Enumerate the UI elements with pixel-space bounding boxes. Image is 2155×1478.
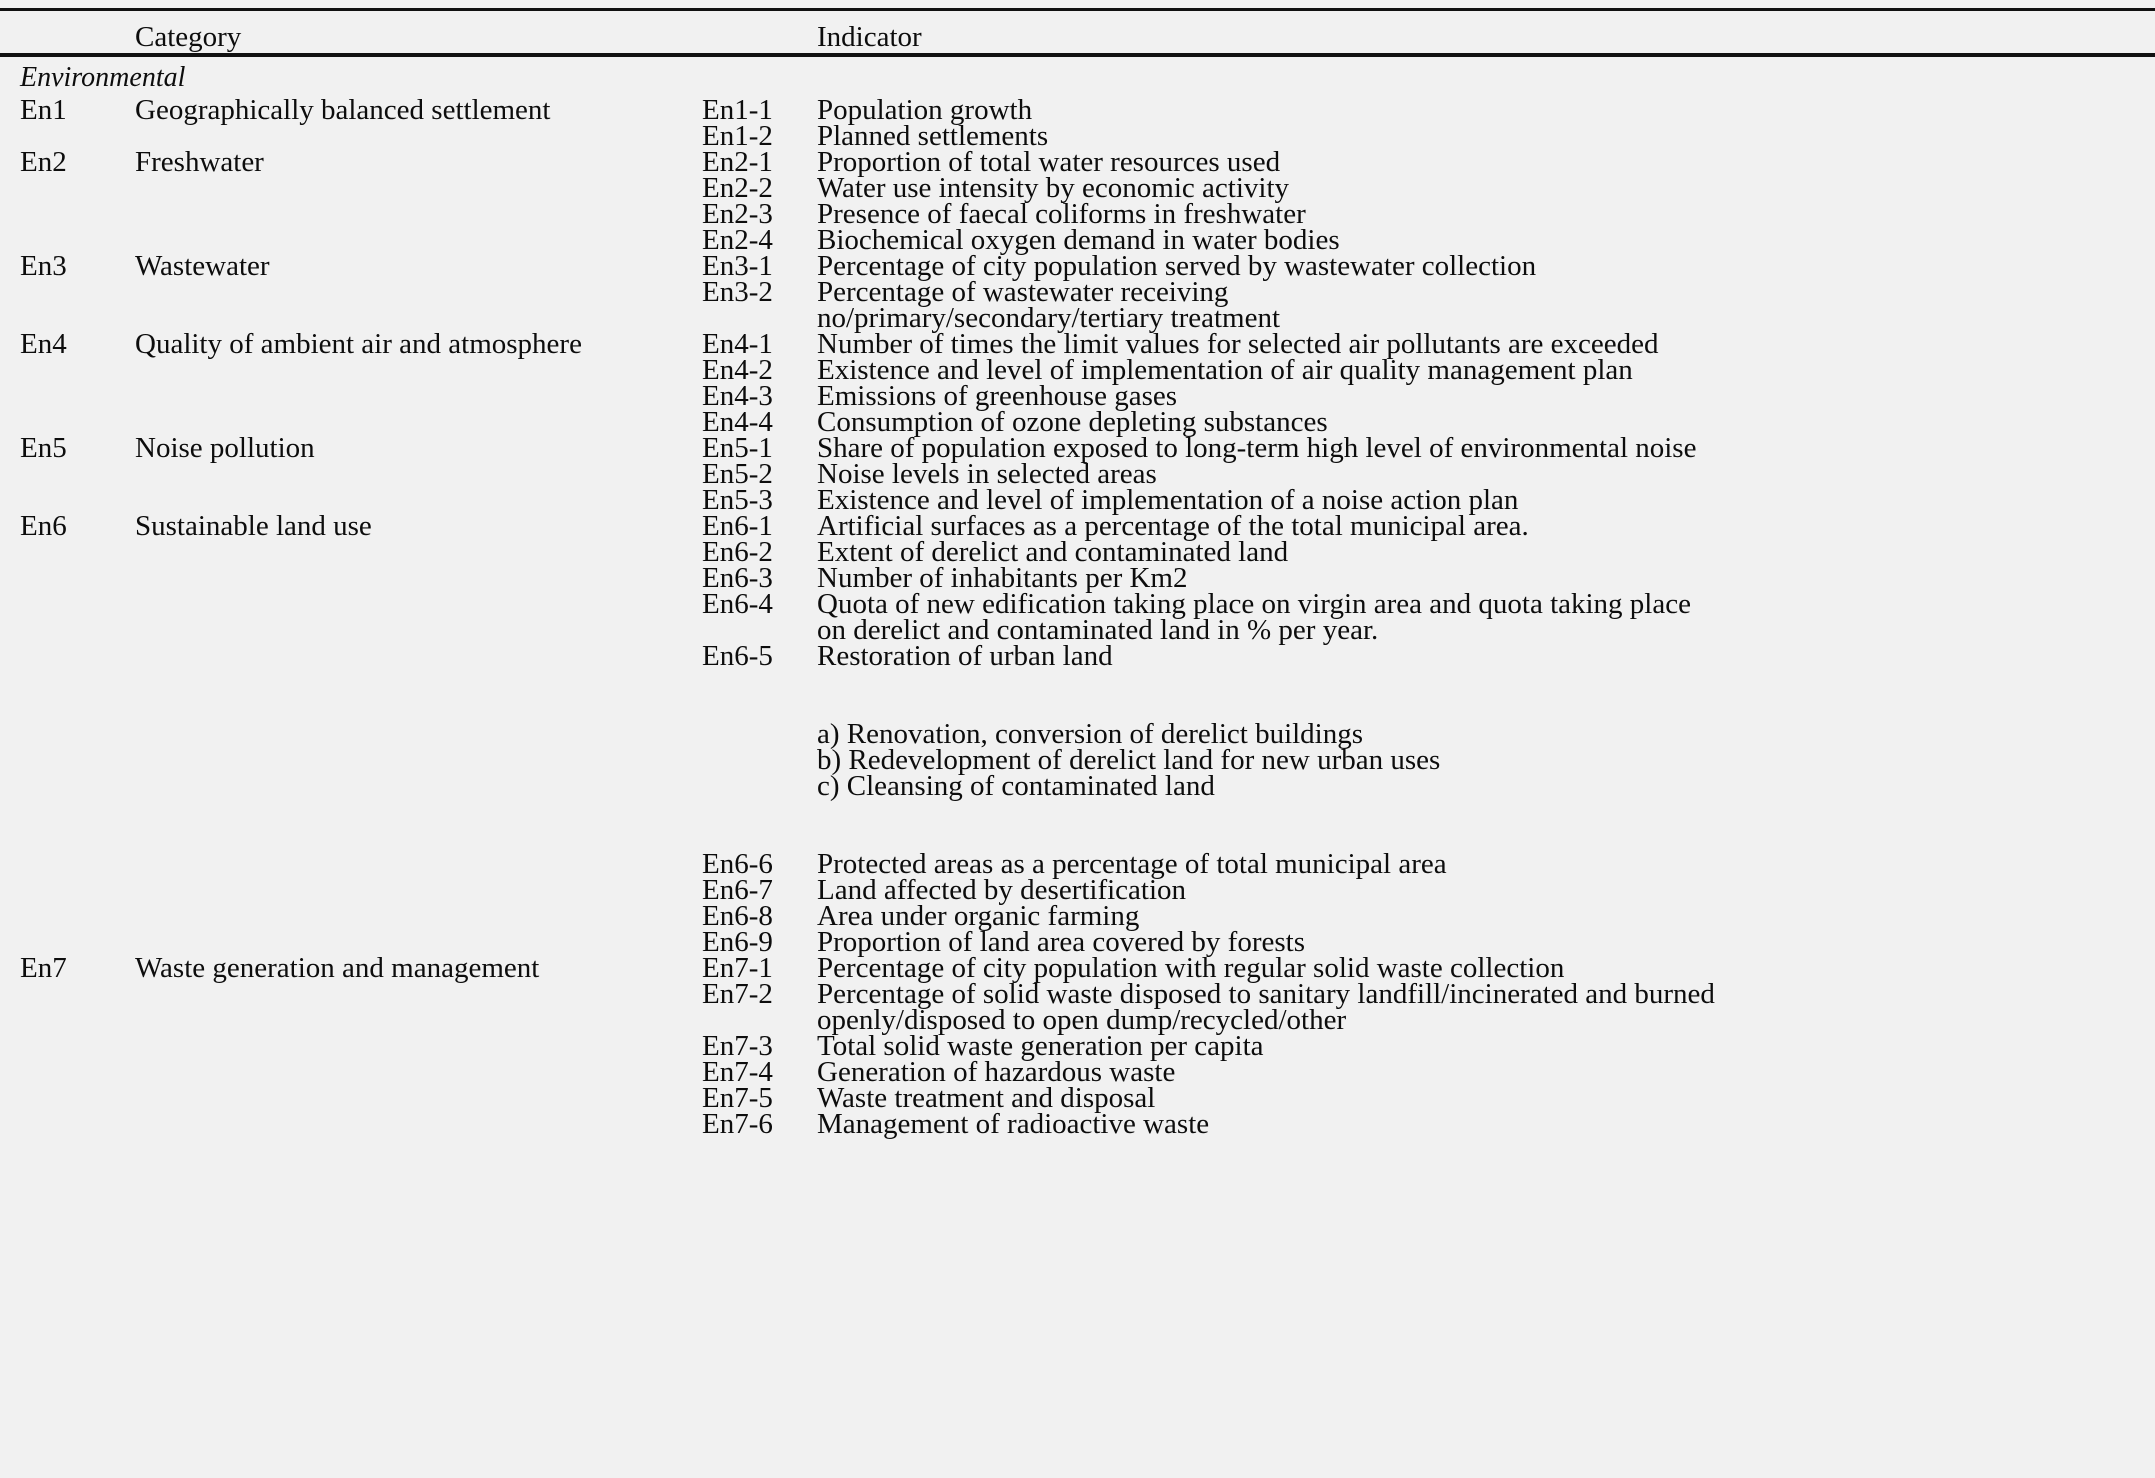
table-row — [0, 799, 2155, 825]
row-indicator-code: En5-1 — [702, 432, 773, 464]
row-code: En5 — [20, 432, 67, 464]
row-code: En1 — [20, 94, 67, 126]
row-code: En6 — [20, 510, 67, 542]
table-header-row — [0, 11, 2155, 53]
row-indicator: Number of times the limit values for selected air pollutants are exceeded — [817, 328, 1659, 360]
row-indicator: b) Redevelopment of derelict land for new urban uses — [817, 744, 1441, 776]
row-indicator: Percentage of wastewater receiving — [817, 276, 1229, 308]
row-indicator-code: En3-2 — [702, 276, 773, 308]
row-category: Quality of ambient air and atmosphere — [135, 328, 582, 360]
row-indicator: c) Cleansing of contaminated land — [817, 770, 1215, 802]
row-indicator: Number of inhabitants per Km2 — [817, 562, 1188, 594]
row-indicator: on derelict and contaminated land in % per year. — [817, 614, 1379, 646]
row-category: Sustainable land use — [135, 510, 372, 542]
row-indicator-code: En6-8 — [702, 900, 773, 932]
row-indicator-code: En5-2 — [702, 458, 773, 490]
row-indicator: Area under organic farming — [817, 900, 1140, 932]
row-indicator: Emissions of greenhouse gases — [817, 380, 1178, 412]
row-indicator-code: En6-3 — [702, 562, 773, 594]
row-indicator-code: En7-2 — [702, 978, 773, 1010]
row-indicator: Proportion of land area covered by forests — [817, 926, 1306, 958]
table-row — [0, 94, 2155, 126]
row-indicator: Presence of faecal coliforms in freshwater — [817, 198, 1306, 230]
row-indicator: Existence and level of implementation of air quality management plan — [817, 354, 1633, 386]
indicator-table — [0, 8, 2155, 1140]
row-indicator: Total solid waste generation per capita — [817, 1030, 1264, 1062]
row-indicator-code: En1-2 — [702, 120, 773, 152]
row-indicator: Population growth — [817, 94, 1033, 126]
table-row — [0, 669, 2155, 695]
header-category-column: Category — [135, 21, 242, 53]
row-indicator-code: En2-4 — [702, 224, 773, 256]
row-indicator: Management of radioactive waste — [817, 1108, 1210, 1140]
row-code: En7 — [20, 952, 67, 984]
row-indicator-code: En7-4 — [702, 1056, 773, 1088]
row-indicator: Percentage of city population served by wastewater collection — [817, 250, 1537, 282]
row-indicator-code: En6-9 — [702, 926, 773, 958]
row-indicator-code: En4-2 — [702, 354, 773, 386]
row-indicator-code: En2-2 — [702, 172, 773, 204]
row-indicator-code: En2-3 — [702, 198, 773, 230]
row-category: Noise pollution — [135, 432, 315, 464]
row-indicator: Biochemical oxygen demand in water bodies — [817, 224, 1340, 256]
row-indicator: Artificial surfaces as a percentage of the total municipal area. — [817, 510, 1529, 542]
row-indicator: Land affected by desertification — [817, 874, 1187, 906]
row-indicator: no/primary/secondary/tertiary treatment — [817, 302, 1281, 334]
row-indicator: openly/disposed to open dump/recycled/other — [817, 1004, 1347, 1036]
row-indicator-code: En3-1 — [702, 250, 773, 282]
row-indicator: Restoration of urban land — [817, 640, 1113, 672]
row-indicator-code: En6-7 — [702, 874, 773, 906]
row-indicator-code: En2-1 — [702, 146, 773, 178]
row-indicator: Percentage of city population with regular solid waste collection — [817, 952, 1565, 984]
table-row — [0, 770, 2155, 802]
row-indicator: Waste treatment and disposal — [817, 1082, 1156, 1114]
row-indicator-code: En5-3 — [702, 484, 773, 516]
row-code: En2 — [20, 146, 67, 178]
row-indicator: Percentage of solid waste disposed to sanitary landfill/incinerated and burned — [817, 978, 1715, 1010]
row-indicator: a) Renovation, conversion of derelict buildings — [817, 718, 1364, 750]
table-body — [0, 94, 2155, 1140]
row-indicator-code: En6-4 — [702, 588, 773, 620]
row-indicator-code: En1-1 — [702, 94, 773, 126]
row-indicator: Protected areas as a percentage of total municipal area — [817, 848, 1447, 880]
row-category: Freshwater — [135, 146, 264, 178]
row-category: Geographically balanced settlement — [135, 94, 551, 126]
table-row — [0, 1108, 2155, 1140]
row-indicator-code: En6-5 — [702, 640, 773, 672]
row-indicator-code: En4-1 — [702, 328, 773, 360]
row-indicator: Noise levels in selected areas — [817, 458, 1157, 490]
row-indicator-code: En7-1 — [702, 952, 773, 984]
row-indicator-code: En6-1 — [702, 510, 773, 542]
row-indicator-code: En6-6 — [702, 848, 773, 880]
row-indicator-code: En7-3 — [702, 1030, 773, 1062]
row-indicator: Existence and level of implementation of a noise action plan — [817, 484, 1519, 516]
row-indicator: Planned settlements — [817, 120, 1049, 152]
row-category: Wastewater — [135, 250, 270, 282]
row-indicator-code: En6-2 — [702, 536, 773, 568]
section-header-environmental: Environmental — [20, 62, 186, 93]
row-category: Waste generation and management — [135, 952, 540, 984]
row-indicator-code: En4-4 — [702, 406, 773, 438]
table-row — [0, 640, 2155, 672]
row-indicator: Share of population exposed to long-term high level of environmental noise — [817, 432, 1697, 464]
row-indicator: Water use intensity by economic activity — [817, 172, 1290, 204]
row-indicator-code: En7-5 — [702, 1082, 773, 1114]
row-indicator: Quota of new edification taking place on virgin area and quota taking place — [817, 588, 1691, 620]
row-indicator: Extent of derelict and contaminated land — [817, 536, 1289, 568]
row-indicator-code: En7-6 — [702, 1108, 773, 1140]
row-code: En3 — [20, 250, 67, 282]
row-indicator: Proportion of total water resources used — [817, 146, 1281, 178]
header-indicator-column: Indicator — [817, 21, 922, 53]
row-indicator-code: En4-3 — [702, 380, 773, 412]
row-code: En4 — [20, 328, 67, 360]
row-indicator: Generation of hazardous waste — [817, 1056, 1176, 1088]
row-indicator: Consumption of ozone depleting substances — [817, 406, 1328, 438]
